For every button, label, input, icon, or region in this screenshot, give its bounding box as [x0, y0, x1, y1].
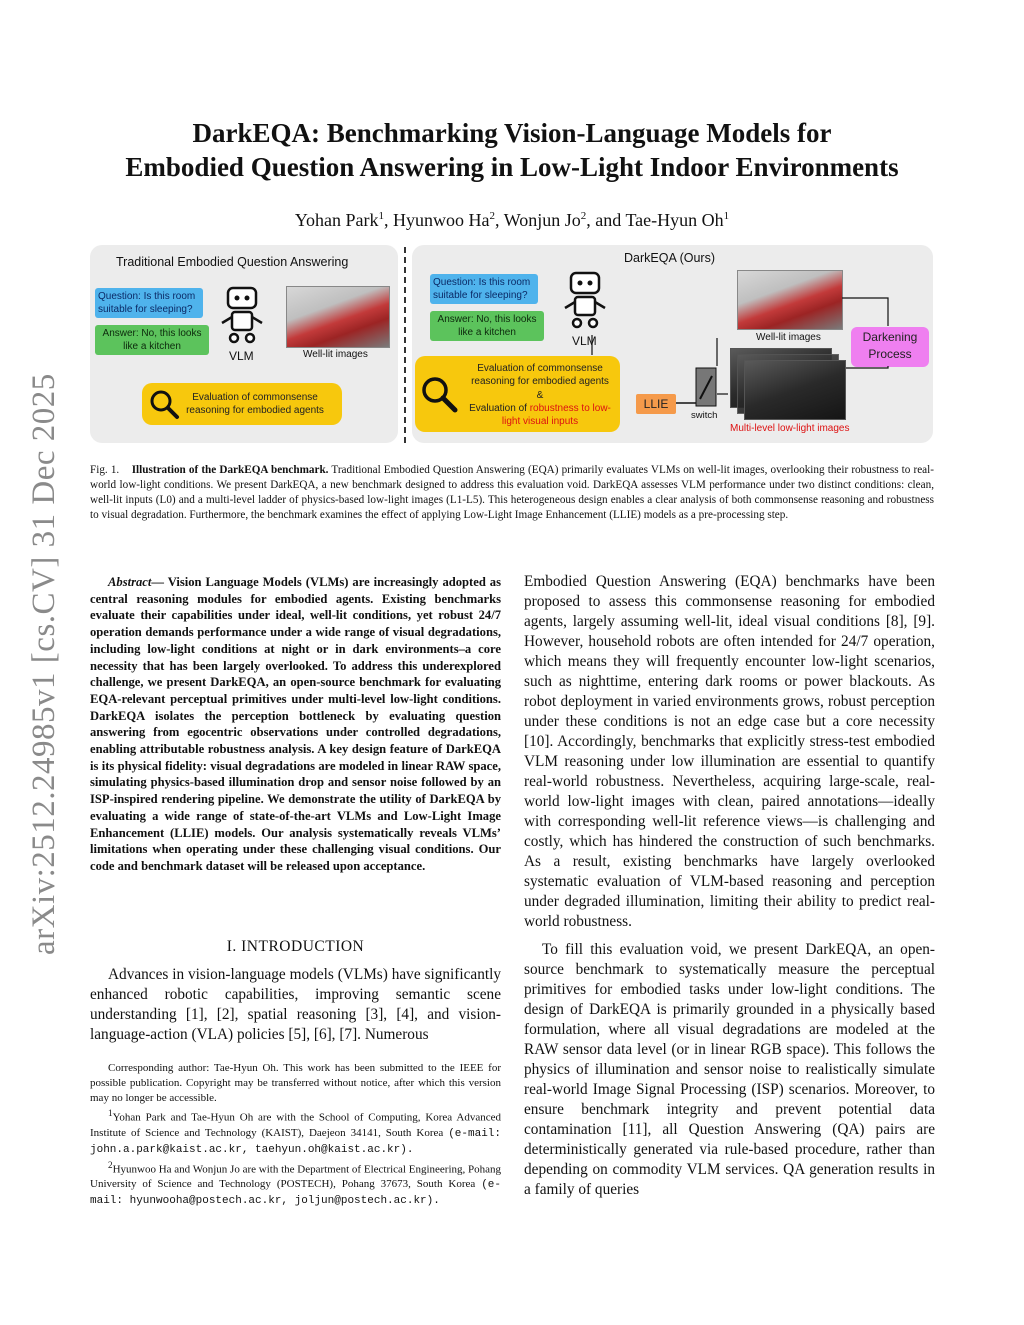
author-3: Wonjun Jo	[503, 210, 581, 230]
footnote-2-mark: 2	[108, 1159, 113, 1170]
well-lit-photo-left	[286, 286, 390, 348]
caption-bold: Illustration of the DarkEQA benchmark.	[131, 464, 329, 476]
right-column	[524, 572, 935, 1200]
answer-box-left: Answer: No, this looks like a kitchen	[95, 325, 209, 355]
robot-icon	[214, 285, 270, 347]
intro-left-text: Advances in vision-language models (VLMs) have significantly enhanced robotic capabilities, improving semantic scene understanding [1], [2], spatial reasoning [3], [4], and vision-language-action (VLA) policies [5], [6], [7]. Numerous	[90, 966, 501, 1043]
right-panel-title: DarkEQA (Ours)	[624, 251, 715, 265]
title-line-1: DarkEQA: Benchmarking Vision-Language Models for	[192, 118, 832, 148]
abstract	[90, 574, 501, 875]
switch-label: switch	[691, 410, 718, 421]
author-2-affil: 2	[489, 210, 496, 222]
footnote-1-email: (e-mail: john.a.park@kaist.ac.kr, taehyun.oh@kaist.ac.kr).	[90, 1127, 501, 1156]
well-lit-label-left: Well-lit images	[303, 349, 368, 360]
footnote-1-mark: 1	[108, 1108, 113, 1118]
well-lit-photo-right	[737, 270, 843, 330]
darkening-arrows	[840, 296, 900, 376]
footnote-1-text: Yohan Park and Tae-Hyun Oh are with the School of Computing, Korea Advanced Institute of Science and Technology (KAIST), Daejeon 34141, South Korea	[90, 1111, 501, 1139]
eval-text-right-amp: &	[536, 390, 544, 401]
section-heading-introduction: I. INTRODUCTION	[226, 938, 365, 955]
magnifier-icon	[419, 374, 459, 414]
question-box-right: Question: Is this room suitable for sleeping?	[430, 274, 538, 304]
vlm-label-right: VLM	[572, 334, 597, 348]
vlm-label-left: VLM	[229, 349, 254, 363]
robot-icon	[557, 270, 613, 332]
caption-label: Fig. 1.	[90, 464, 120, 476]
left-panel-title: Traditional Embodied Question Answering	[116, 255, 349, 269]
footnotes	[90, 1061, 501, 1209]
intro-right-paragraph-2: To fill this evaluation void, we present DarkEQA, an open-source benchmark to systematically measure the perceptual primitives for embodied tasks under low-light conditions. The design of DarkEQA is primarily grounded in a physically based formulation, where all visual degradations are modeled at the RAW sensor data level (or in linear RGB space). This follows the physics of illumination and sensor noise to realistically simulate real-world Image Signal Processing (ISP) scenarios. Moreover, to ensure benchmark integrity and prevent potential data contamination [11], all Question Answering (QA) pairs are deterministically generated via rule-based procedure, rather than depending on commodity VLM services. QA generation results in a family of queries	[524, 941, 935, 1198]
well-lit-label-right: Well-lit images	[756, 332, 821, 343]
author-4-affil: 1	[723, 210, 730, 222]
footnote-2-email: (e-mail: hyunwooha@postech.ac.kr, joljun@postech.ac.kr).	[90, 1179, 501, 1208]
footnote-corresponding: Corresponding author: Tae-Hyun Oh. This work has been submitted to the IEEE for possible publication. Copyright may be transferred without notice, after which this version may no longer be accessible.	[90, 1062, 501, 1104]
abstract-label: Abstract	[108, 575, 152, 589]
footnote-2-text: Hyunwoo Ha and Wonjun Jo are with the Department of Electrical Engineering, Pohang University of Science and Technology (POSTECH), Pohang 37673, South Korea	[90, 1163, 501, 1191]
arxiv-stamp: arXiv:2512.24985v1 [cs.CV] 31 Dec 2025	[26, 373, 62, 955]
author-3-affil: 2	[580, 210, 587, 222]
eval-text-left: Evaluation of commonsense reasoning for embodied agents	[186, 392, 324, 416]
llie-box: LLIE	[636, 394, 676, 414]
author-2: Hyunwoo Ha	[393, 210, 490, 230]
magnifier-icon	[148, 388, 180, 420]
eval-text-right-1: Evaluation of commonsense reasoning for embodied agents	[471, 363, 609, 387]
figure-caption	[90, 463, 934, 523]
eval-text-right-2b: robustness to low-light visual inputs	[501, 403, 611, 427]
answer-box-right: Answer: No, this looks like a kitchen	[430, 311, 544, 341]
title-line-2: Embodied Question Answering in Low-Light Indoor Environments	[125, 152, 899, 182]
author-list: Yohan Park$^1$, Hyunwoo Ha$^2$, Wonjun Jo$^2$, and Tae-Hyun Oh$^1$	[294, 210, 730, 230]
paper-title	[80, 116, 944, 184]
intro-right-paragraph-1: Embodied Question Answering (EQA) benchmarks have been proposed to assess this commonsense reasoning for embodied agents, largely assuming well-lit, ideal visual conditions [8], [9]. However, household robots are often intended for 24/7 operation, which means they will frequently encounter low-light scenarios, such as nighttime, entering dark rooms or power blackouts. As robot deployment in varied environments grows, robust perception under these conditions is not an edge case but a core necessity [10]. Accordingly, benchmarks that explicitly stress-test embodied VLM reasoning under low illumination are essential to quantify real-world robustness. Nevertheless, acquiring large-scale, real-world low-light images with clean, paired annotations—ideally with corresponding well-lit reference views—is challenging and costly, which has hindered the construction of such benchmarks. As a result, existing benchmarks have largely overlooked systematic evaluation of VLM-based reasoning and perception under degraded illumination, limiting their ability to predict real-world robustness.	[524, 573, 935, 930]
author-1-affil: 1	[378, 210, 385, 222]
question-box-left: Question: Is this room suitable for sleeping?	[95, 288, 203, 318]
eval-text-right-2a: Evaluation of	[469, 403, 530, 414]
eval-box-left	[142, 383, 342, 425]
author-4: and Tae-Hyun Oh	[595, 210, 724, 230]
author-1: Yohan Park	[294, 210, 379, 230]
abstract-text: — Vision Language Models (VLMs) are increasingly adopted as central reasoning modules for embodied agents. Existing benchmarks evaluate their capabilities under ideal, well-lit conditions, yet robust 24/7 operation demands performance under a wide range of visual degradations, including low-light conditions at night or in dark environments–a core necessity that has been largely overlooked. To address this underexplored challenge, we present DarkEQA, an open-source benchmark for evaluating EQA-relevant perceptual primitives under multi-level low-light conditions. DarkEQA isolates the perception bottleneck by evaluating question answering from egocentric observations under controlled degradations, enabling attributable robustness analysis. A key design feature of DarkEQA is its physical fidelity: visual degradations are modeled in linear RAW space, simulating physics-based illumination drop and sensor noise followed by an ISP-inspired rendering pipeline. We demonstrate the utility of DarkEQA by evaluating a wide range of state-of-the-art VLMs and Low-Light Image Enhancement (LLIE) models. Our analysis systematically reveals VLMs’ limitations when operating under these challenging visual conditions. Our code and benchmark dataset will be released upon acceptance.	[90, 575, 501, 873]
figure-arrows	[590, 330, 770, 410]
figure-divider	[404, 247, 406, 443]
intro-left-paragraph	[90, 965, 501, 1045]
caption-text: Traditional Embodied Question Answering (EQA) primarily evaluates VLMs on well-lit images, overlooking their robustness to real-world low-light conditions. We present DarkEQA, a new benchmark designed to address this evaluation void. DarkEQA assesses VLM performance under two distinct conditions: clean, well-lit inputs (L0) and a multi-level ladder of physics-based low-light images (L1-L5). This heterogeneous design enables a clear analysis of both commonsense reasoning and robustness to visual degradation. Furthermore, the benchmark examines the effect of applying Low-Light Image Enhancement (LLIE) models as a pre-processing step.	[90, 464, 934, 521]
multi-level-label: Multi-level low-light images	[730, 423, 850, 434]
darkening-process-box: Darkening Process	[851, 327, 929, 367]
